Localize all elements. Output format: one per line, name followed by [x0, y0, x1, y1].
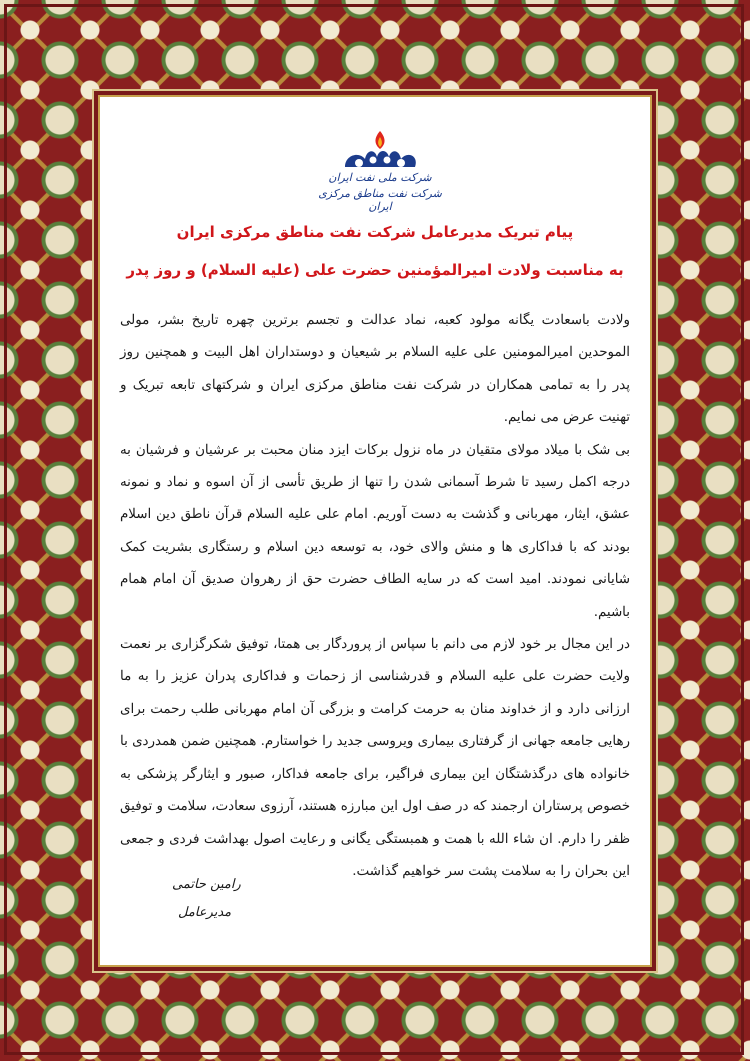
letter-subtitle: به مناسبت ولادت امیرالمؤمنین حضرت علی (علیه السلام) و روز پدر	[126, 261, 624, 279]
paragraph-2: بی شک با میلاد مولای متقیان در ماه نزول برکات ایزد منان محبت بر عرشیان و فرشیان به درجه اکمل رسید تا شرط آسمانی شدن را تنها از طریق تأسی از آن اسوه و نماد و نمونه عشق، ایثار، مهربانی و گذشت به دست آوریم. امام علی علیه السلام قرآن ناطق دین اسلام بودند که با فداکاری ها و منش والای خود، به توسعه دین اسلام و رستگاری بشریت کمک شایانی نمودند. امید است که در سایه الطاف حضرت حق از رهروان صدیق آن امام همام باشیم.	[120, 442, 630, 620]
nioc-flame-icon	[315, 127, 445, 175]
paragraph-1: ولادت باسعادت یگانه مولود کعبه، نماد عدالت و تجسم برترین چهره تاریخ بشر، مولی الموحدین امیرالمومنین علی علیه السلام بر شیعیان و دوستداران اهل البیت و همچنین روز پدر را به تمامی همکاران در شرکت نفت مناطق مرکزی ایران و شرکتهای تابعه تبریک و تهنیت عرض می نمایم.	[120, 313, 630, 426]
letter-panel	[98, 95, 652, 967]
letter-title: پیام تبریک مدیرعامل شرکت نفت مناطق مرکزی ایران	[176, 223, 574, 241]
letter-body	[120, 305, 630, 888]
paragraph-3: در این مجال بر خود لازم می دانم با سپاس از پروردگار بی همتا، توفیق شکرگزاری بر نعمت ولایت حضرت علی علیه السلام و قدرشناسی از زحمات و فداکاری پدران عزیز را به ما ارزانی دارد و از خداوند منان به حرمت کرامت و بزرگی آن امام مهربانی طلب رحمت برای رهایی جامعه جهانی از گرفتاری بیماری ویروسی جدید را خواستارم. همچنین ضمن همدردی با خانواده های درگذشتگان این بیماری فراگیر، برای جامعه فداکار، صبور و ایثارگر پزشکی به خصوص پرستاران ارجمند که در صف اول این مبارزه هستند، آرزوی سعادت، سلامت و توفیق ظفر را دارم. ان شاء الله با همت و همبستگی یگانی و رعایت اصول بهداشت فردی و جمعی این بحران را به سلامت پشت سر خواهیم گذاشت.	[120, 637, 630, 879]
logo-line-2: شرکت نفت مناطق مرکزی ایران	[318, 187, 442, 213]
company-logo	[315, 127, 445, 213]
logo-line-1: شرکت ملی نفت ایران	[328, 171, 432, 184]
signature-name: رامین حاتمی	[172, 877, 241, 892]
signature-role: مدیرعامل	[178, 905, 232, 920]
